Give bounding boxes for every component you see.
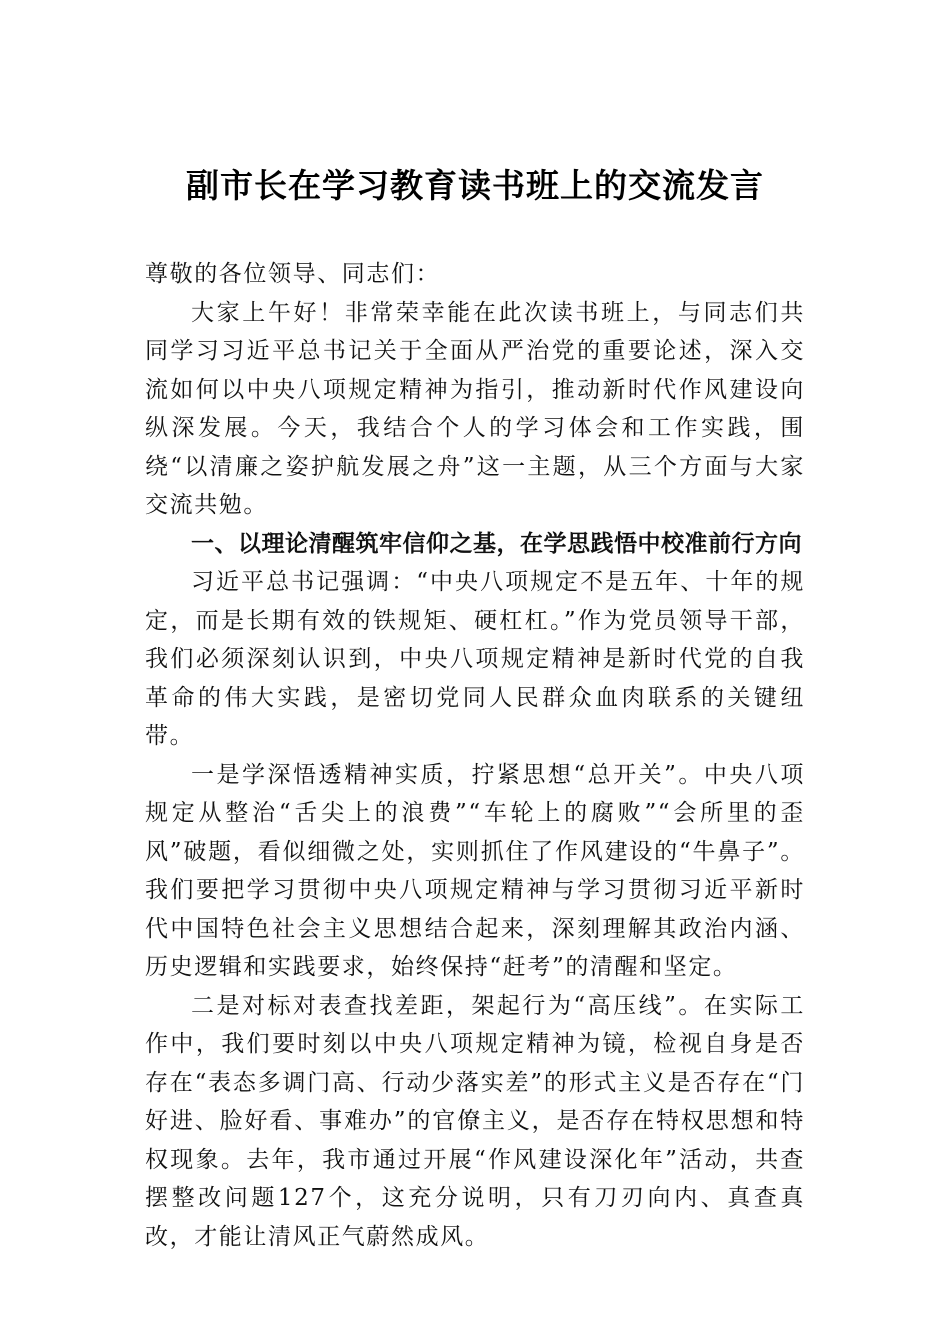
paragraph-point-2: 二是对标对表查找差距，架起行为“高压线”。在实际工作中，我们要时刻以中央八项规定精神为镜，检视自身是否存在“表态多调门高、行动少落实差”的形式主义是否存在“门好进、脸好看、事难办”的官僚主义，是否存在特权思想和特权现象。去年，我市通过开展“作风建设深化年”活动，共查摆整改问题127个，这充分说明，只有刀刃向内、真查真改，才能让清风正气蔚然成风。 bbox=[145, 992, 805, 1250]
section-heading-1: 一、以理论清醒筑牢信仰之基，在学思践悟中校准前行方向 bbox=[191, 530, 802, 557]
paragraph-opening: 大家上午好！非常荣幸能在此次读书班上，与同志们共同学习习近平总书记关于全面从严治党的重要论述，深入交流如何以中央八项规定精神为指引，推动新时代作风建设向纵深发展。今天，我结合个人的学习体会和工作实践，围绕“以清廉之姿护航发展之舟”这一主题，从三个方面与大家交流共勉。 bbox=[145, 299, 805, 518]
paragraph-quote: 习近平总书记强调：“中央八项规定不是五年、十年的规定，而是长期有效的铁规矩、硬杠杠。”作为党员领导干部，我们必须深刻认识到，中央八项规定精神是新时代党的自我革命的伟大实践，是密切党同人民群众血肉联系的关键纽带。 bbox=[145, 569, 805, 749]
salutation: 尊敬的各位领导、同志们： bbox=[145, 261, 441, 287]
document-title: 副市长在学习教育读书班上的交流发言 bbox=[186, 166, 764, 205]
document-body bbox=[145, 255, 805, 1256]
paragraph-point-1: 一是学深悟透精神实质，拧紧思想“总开关”。中央八项规定从整治“舌尖上的浪费”“车轮上的腐败”“会所里的歪风”破题，看似细微之处，实则抓住了作风建设的“牛鼻子”。我们要把学习贯彻中央八项规定精神与学习贯彻习近平新时代中国特色社会主义思想结合起来，深刻理解其政治内涵、历史逻辑和实践要求，始终保持“赶考”的清醒和坚定。 bbox=[145, 761, 805, 980]
